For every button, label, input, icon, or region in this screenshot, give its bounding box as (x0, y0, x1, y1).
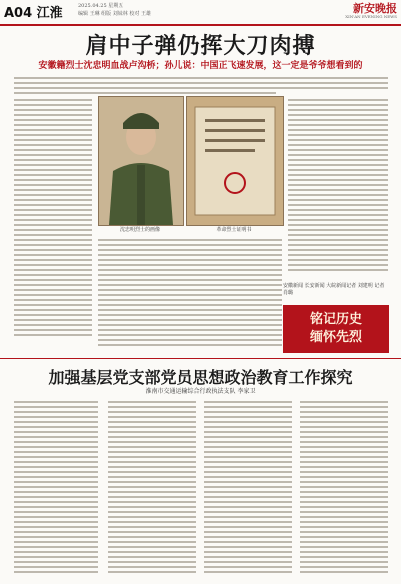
text-line (204, 416, 292, 418)
text-line (14, 466, 98, 468)
text-line (204, 541, 292, 543)
text-line (14, 309, 92, 311)
text-line (108, 456, 196, 458)
text-line (14, 401, 98, 403)
text-line (98, 299, 282, 301)
text-line (14, 219, 92, 221)
text-line (108, 536, 196, 538)
text-line (204, 461, 292, 463)
text-line (300, 421, 388, 423)
text-line (108, 571, 196, 573)
text-line (14, 521, 98, 523)
text-line (14, 426, 98, 428)
text-line (14, 329, 92, 331)
story2-column-3 (204, 398, 292, 576)
text-line (14, 289, 92, 291)
text-line (288, 184, 388, 186)
text-line (14, 204, 92, 206)
text-line (288, 214, 388, 216)
text-line (204, 526, 292, 528)
text-line (14, 184, 92, 186)
text-line (14, 274, 92, 276)
text-line (204, 486, 292, 488)
text-line (108, 501, 196, 503)
text-line (14, 416, 98, 418)
text-line (300, 491, 388, 493)
page-label: A04 江淮 (4, 6, 63, 21)
text-line (98, 239, 282, 241)
text-line (14, 299, 92, 301)
text-line (14, 496, 98, 498)
text-line (14, 254, 92, 256)
text-line (204, 491, 292, 493)
text-line (204, 406, 292, 408)
story1-headline: 肩中子弹仍挥大刀肉搏 (85, 34, 316, 59)
text-line (204, 436, 292, 438)
text-line (108, 506, 196, 508)
text-line (108, 461, 196, 463)
text-line (14, 526, 98, 528)
text-line (14, 541, 98, 543)
text-line (14, 284, 92, 286)
text-line (98, 274, 282, 276)
text-line (204, 471, 292, 473)
text-line (14, 324, 92, 326)
text-line (288, 269, 388, 271)
text-line (300, 416, 388, 418)
text-line (204, 511, 292, 513)
text-line (288, 134, 388, 136)
text-line (98, 319, 282, 321)
text-line (288, 244, 388, 246)
text-line (98, 329, 282, 331)
text-line (98, 324, 282, 326)
text-line (108, 551, 196, 553)
text-line (204, 566, 292, 568)
text-line (14, 92, 276, 94)
text-line (300, 471, 388, 473)
text-line (14, 199, 92, 201)
text-line (288, 204, 388, 206)
text-line (204, 516, 292, 518)
story2-headline: 加强基层党支部党员思想政治教育工作探究 (48, 368, 353, 387)
section-divider (0, 358, 401, 359)
text-line (300, 401, 388, 403)
text-line (300, 501, 388, 503)
text-line (98, 259, 282, 261)
text-line (108, 476, 196, 478)
text-line (14, 154, 92, 156)
text-line (14, 87, 388, 89)
text-line (300, 481, 388, 483)
text-line (14, 501, 98, 503)
story2-column-4 (300, 398, 388, 576)
soldier-portrait-photo (98, 96, 184, 226)
text-line (204, 411, 292, 413)
story1-signature: 安徽新闻 长安新闻 大皖新闻记者 刘建明 记者 肖璐 (283, 283, 385, 296)
text-line (288, 144, 388, 146)
text-line (288, 129, 388, 131)
text-line (108, 451, 196, 453)
text-line (14, 139, 92, 141)
text-line (98, 294, 282, 296)
text-line (204, 536, 292, 538)
text-line (14, 214, 92, 216)
text-line (288, 259, 388, 261)
text-line (300, 521, 388, 523)
text-line (204, 551, 292, 553)
text-line (204, 476, 292, 478)
text-line (108, 556, 196, 558)
text-line (14, 209, 92, 211)
text-line (14, 406, 98, 408)
text-line (14, 229, 92, 231)
text-line (14, 511, 98, 513)
text-line (300, 426, 388, 428)
text-line (108, 471, 196, 473)
martyr-certificate-photo (186, 96, 284, 226)
text-line (288, 149, 388, 151)
text-line (14, 461, 98, 463)
text-line (14, 104, 92, 106)
text-line (14, 516, 98, 518)
text-line (14, 431, 98, 433)
story1-subheadline: 安徽籍烈士沈忠明血战卢沟桥；孙儿说：中国正飞速发展，这一定是爷爷想看到的 (38, 61, 363, 71)
text-line (14, 239, 92, 241)
text-line (288, 164, 388, 166)
story1-column-1 (14, 96, 92, 339)
text-line (98, 249, 282, 251)
text-line (204, 401, 292, 403)
text-line (300, 411, 388, 413)
text-line (14, 571, 98, 573)
text-line (14, 561, 98, 563)
text-line (300, 431, 388, 433)
text-line (98, 309, 282, 311)
certificate-caption: 革命烈士证明书 (216, 227, 252, 233)
text-line (98, 284, 282, 286)
text-line (204, 496, 292, 498)
text-line (288, 194, 388, 196)
text-line (108, 446, 196, 448)
text-line (14, 169, 92, 171)
text-line (108, 406, 196, 408)
text-line (300, 506, 388, 508)
text-line (108, 411, 196, 413)
text-line (288, 179, 388, 181)
issue-date: 2025.04.25 星期五 (78, 3, 124, 9)
text-line (14, 491, 98, 493)
text-line (98, 269, 282, 271)
text-line (300, 436, 388, 438)
text-line (98, 289, 282, 291)
text-line (98, 344, 282, 346)
text-line (14, 144, 92, 146)
text-line (288, 114, 388, 116)
text-line (14, 164, 92, 166)
text-line (288, 169, 388, 171)
text-line (14, 264, 92, 266)
text-line (288, 229, 388, 231)
text-line (204, 556, 292, 558)
text-line (14, 536, 98, 538)
text-line (98, 254, 282, 256)
portrait-caption: 沈忠明烈士的画像 (119, 227, 160, 233)
text-line (288, 159, 388, 161)
text-line (300, 526, 388, 528)
text-line (98, 244, 282, 246)
text-line (14, 234, 92, 236)
text-line (300, 476, 388, 478)
text-line (108, 531, 196, 533)
page-header (0, 0, 401, 26)
story2-byline: 淮南市交通运输综合行政执法支队 李家卫 (145, 388, 256, 395)
text-line (204, 456, 292, 458)
text-line (108, 421, 196, 423)
banner-line-2: 缅怀先烈 (309, 330, 362, 345)
text-line (14, 451, 98, 453)
text-line (108, 431, 196, 433)
text-line (108, 491, 196, 493)
text-line (288, 99, 388, 101)
text-line (288, 254, 388, 256)
text-line (108, 521, 196, 523)
text-line (300, 556, 388, 558)
text-line (108, 466, 196, 468)
text-line (204, 571, 292, 573)
story2-column-2 (108, 398, 196, 576)
text-line (98, 334, 282, 336)
text-line (14, 279, 92, 281)
text-line (288, 224, 388, 226)
text-line (288, 209, 388, 211)
text-line (288, 264, 388, 266)
text-line (108, 401, 196, 403)
story1-column-middle (98, 236, 282, 349)
text-line (288, 249, 388, 251)
text-line (288, 104, 388, 106)
text-line (288, 109, 388, 111)
text-line (300, 406, 388, 408)
text-line (204, 441, 292, 443)
text-line (14, 531, 98, 533)
text-line (300, 486, 388, 488)
text-line (108, 486, 196, 488)
text-line (14, 189, 92, 191)
text-line (14, 456, 98, 458)
text-line (288, 239, 388, 241)
text-line (108, 441, 196, 443)
text-line (14, 436, 98, 438)
text-line (14, 129, 92, 131)
text-line (204, 481, 292, 483)
text-line (300, 466, 388, 468)
text-line (204, 466, 292, 468)
editor-credits: 编辑 王琳 组版 刘妹林 校对 王雄 (78, 11, 151, 17)
text-line (300, 541, 388, 543)
text-line (14, 294, 92, 296)
text-line (204, 531, 292, 533)
text-line (98, 304, 282, 306)
text-line (14, 556, 98, 558)
text-line (98, 339, 282, 341)
text-line (98, 279, 282, 281)
text-line (108, 561, 196, 563)
text-line (14, 114, 92, 116)
newspaper-logo-sub: XIN'AN EVENING NEWS (345, 14, 397, 19)
text-line (288, 219, 388, 221)
text-line (204, 501, 292, 503)
text-line (288, 119, 388, 121)
text-line (14, 441, 98, 443)
text-line (14, 446, 98, 448)
text-line (14, 82, 388, 84)
text-line (288, 139, 388, 141)
text-line (300, 461, 388, 463)
text-line (14, 486, 98, 488)
text-line (14, 249, 92, 251)
text-line (300, 511, 388, 513)
text-line (204, 421, 292, 423)
text-line (204, 446, 292, 448)
text-line (204, 431, 292, 433)
text-line (14, 411, 98, 413)
text-line (14, 471, 98, 473)
text-line (14, 506, 98, 508)
text-line (300, 496, 388, 498)
text-line (14, 134, 92, 136)
text-line (204, 546, 292, 548)
text-line (300, 531, 388, 533)
text-line (300, 451, 388, 453)
text-line (14, 124, 92, 126)
text-line (14, 319, 92, 321)
text-line (14, 159, 92, 161)
text-line (288, 124, 388, 126)
text-line (108, 546, 196, 548)
text-line (14, 149, 92, 151)
text-line (108, 436, 196, 438)
text-line (108, 496, 196, 498)
text-line (300, 551, 388, 553)
text-line (14, 304, 92, 306)
text-line (14, 421, 98, 423)
story1-lead-paragraph (14, 74, 388, 97)
text-line (14, 546, 98, 548)
text-line (108, 516, 196, 518)
text-line (300, 446, 388, 448)
text-line (14, 314, 92, 316)
text-line (288, 189, 388, 191)
text-line (204, 451, 292, 453)
text-line (14, 566, 98, 568)
text-line (108, 541, 196, 543)
text-line (300, 536, 388, 538)
text-line (14, 77, 388, 79)
text-line (108, 481, 196, 483)
text-line (14, 481, 98, 483)
text-line (300, 546, 388, 548)
text-line (300, 566, 388, 568)
text-line (14, 179, 92, 181)
text-line (300, 441, 388, 443)
text-line (288, 199, 388, 201)
text-line (204, 521, 292, 523)
text-line (300, 561, 388, 563)
text-line (98, 264, 282, 266)
text-line (288, 234, 388, 236)
text-line (204, 561, 292, 563)
text-line (108, 511, 196, 513)
text-line (108, 526, 196, 528)
memorial-banner (283, 305, 389, 353)
text-line (288, 154, 388, 156)
text-line (300, 571, 388, 573)
text-line (14, 551, 98, 553)
text-line (14, 224, 92, 226)
text-line (108, 426, 196, 428)
text-line (14, 476, 98, 478)
text-line (300, 516, 388, 518)
text-line (14, 244, 92, 246)
text-line (204, 426, 292, 428)
text-line (14, 109, 92, 111)
text-line (14, 259, 92, 261)
text-line (108, 566, 196, 568)
text-line (14, 174, 92, 176)
text-line (204, 506, 292, 508)
text-line (14, 269, 92, 271)
story1-column-right (288, 96, 388, 274)
text-line (108, 416, 196, 418)
text-line (14, 334, 92, 336)
text-line (98, 314, 282, 316)
newspaper-logo: 新安晚报 (353, 2, 397, 15)
text-line (14, 194, 92, 196)
text-line (288, 174, 388, 176)
story2-column-1 (14, 398, 98, 576)
text-line (14, 99, 92, 101)
banner-line-1: 铭记历史 (309, 312, 362, 327)
text-line (300, 456, 388, 458)
text-line (14, 119, 92, 121)
